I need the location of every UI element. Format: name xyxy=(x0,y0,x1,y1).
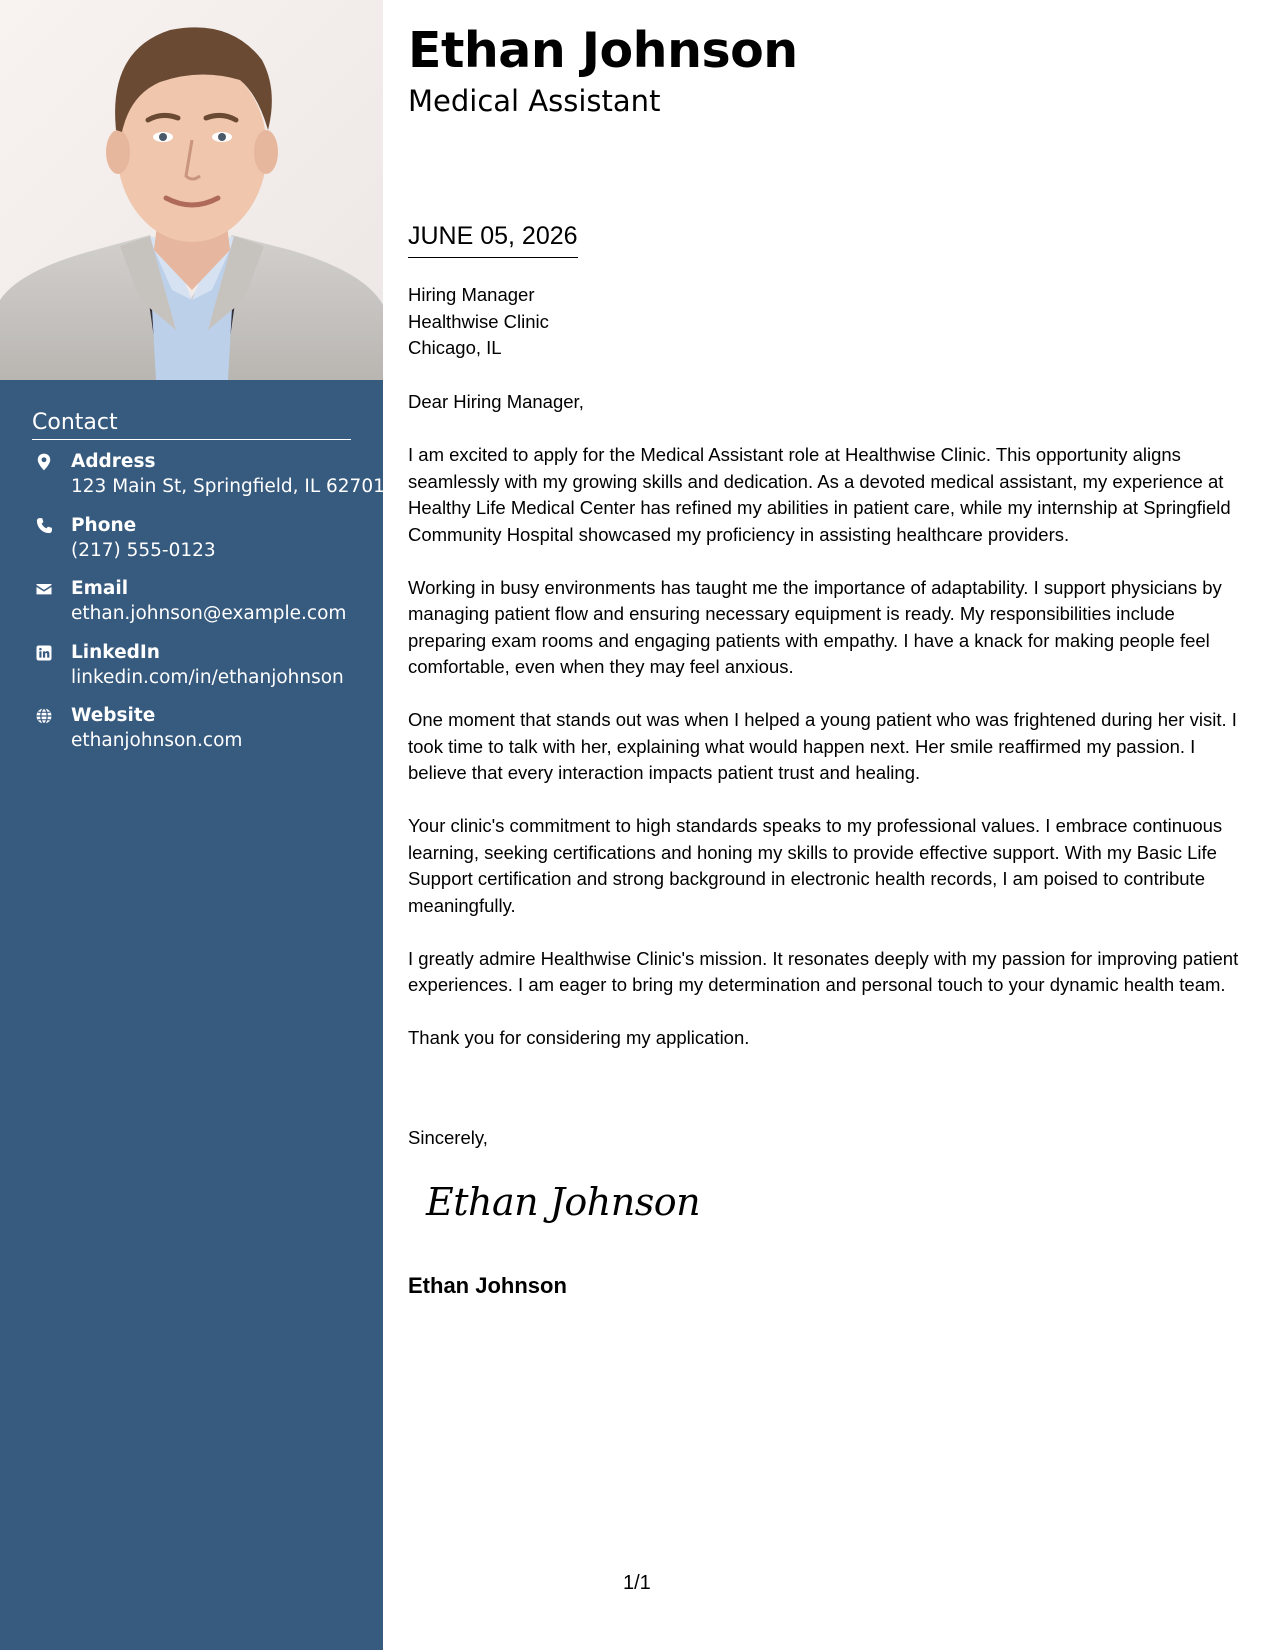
linkedin-icon xyxy=(34,643,54,663)
recipient-line: Chicago, IL xyxy=(408,337,502,358)
contact-email xyxy=(32,577,351,641)
letter-paragraph: Thank you for considering my application. xyxy=(408,1027,750,1048)
sidebar xyxy=(0,0,383,1650)
contact-linkedin-value[interactable]: linkedin.com/in/ethanjohnson xyxy=(71,666,344,688)
contact-phone xyxy=(32,514,351,578)
contact-address xyxy=(32,450,385,514)
contact-linkedin-label: LinkedIn xyxy=(71,641,160,663)
recipient-block xyxy=(408,282,549,362)
page-number: 1/1 xyxy=(623,1572,651,1594)
job-title: Medical Assistant xyxy=(408,84,661,118)
letter-paragraph: Your clinic's commitment to high standards speaks to my professional values. I embrace continuous learning, seeking certifications and honing my skills to provide effective support. With my Basic Life Support certification and strong background in electronic health records, I am poised to contribute meaningfully. xyxy=(408,815,1223,916)
contact-email-label: Email xyxy=(71,578,129,599)
letter-paragraph: One moment that stands out was when I helped a young patient who was frightened during her visit. I took time to talk with her, explaining what would happen next. Her smile reaffirmed my passion. I believe that every interaction impacts patient trust and healing. xyxy=(408,709,1237,783)
phone-icon xyxy=(34,516,54,536)
envelope-icon xyxy=(34,579,54,599)
contact-linkedin xyxy=(32,641,351,705)
contact-heading: Contact xyxy=(32,410,351,440)
signed-name: Ethan Johnson xyxy=(408,1273,567,1298)
contact-website-value[interactable]: ethanjohnson.com xyxy=(71,730,243,751)
closing: Sincerely, xyxy=(408,1127,488,1148)
letter-paragraph: I greatly admire Healthwise Clinic's mission. It resonates deeply with my passion for improving patient experiences. I am eager to bring my determination and personal touch to your dynamic health team. xyxy=(408,947,1239,995)
letter-content xyxy=(408,389,1246,1078)
profile-photo xyxy=(0,0,383,380)
contact-address-value: 123 Main St, Springfield, IL 62701 xyxy=(71,476,385,497)
salutation: Dear Hiring Manager, xyxy=(408,391,584,412)
recipient-line: Hiring Manager xyxy=(408,284,535,305)
contact-website xyxy=(32,704,351,768)
handwritten-signature: Ethan Johnson xyxy=(426,1180,701,1224)
letter-date: JUNE 05, 2026 xyxy=(408,222,578,258)
contact-section xyxy=(32,410,385,768)
contact-email-value[interactable]: ethan.johnson@example.com xyxy=(71,603,347,624)
contact-phone-value: (217) 555-0123 xyxy=(71,539,216,561)
applicant-name: Ethan Johnson xyxy=(408,22,798,79)
globe-icon xyxy=(34,706,54,726)
map-pin-icon xyxy=(34,452,54,472)
recipient-line: Healthwise Clinic xyxy=(408,310,549,332)
contact-address-label: Address xyxy=(71,451,156,472)
contact-phone-label: Phone xyxy=(71,514,137,536)
letter-paragraph: Working in busy environments has taught me the importance of adaptability. I support physicians by managing patient flow and ensuring necessary equipment is ready. My responsibilities include preparing exam rooms and engaging patients with empathy. I have a knack for making people feel comfortable, even when they may feel anxious. xyxy=(408,576,1222,677)
portrait-illustration xyxy=(0,0,383,380)
contact-website-label: Website xyxy=(71,705,156,726)
letter-paragraph: I am excited to apply for the Medical Assistant role at Healthwise Clinic. This opportunity aligns seamlessly with my growing skills and dedication. As a devoted medical assistant, my experience at Healthy Life Medical Center has refined my abilities in patient care, while my internship at Springfield Community Hospital showcased my proficiency in assisting healthcare providers. xyxy=(408,444,1231,545)
